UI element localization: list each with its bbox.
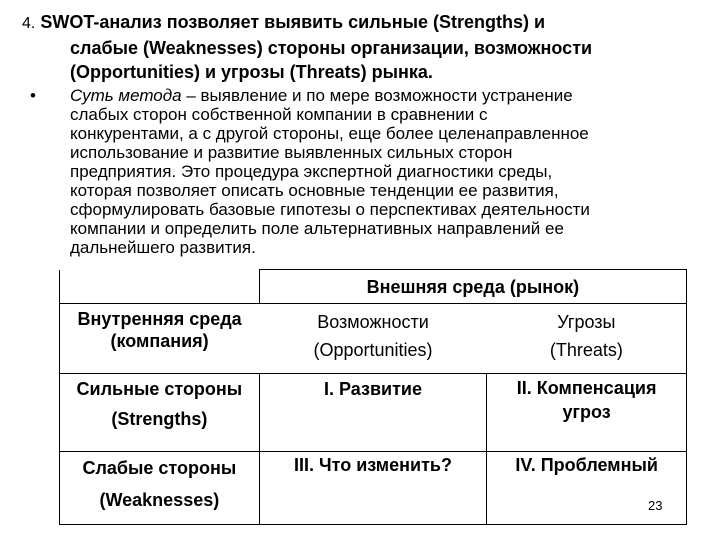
cell-strengths-opportunities: I. Развитие bbox=[259, 374, 487, 452]
cell-weaknesses-opportunities: III. Что изменить? bbox=[259, 452, 487, 525]
threats-label: Угрозы bbox=[557, 312, 616, 332]
opportunities-label: Возможности bbox=[317, 312, 429, 332]
weaknesses-row bbox=[60, 452, 687, 525]
external-environment-header: Внешняя среда (рынок) bbox=[259, 270, 686, 304]
intro-line-1-text: SWOT-анализ позволяет выявить сильные (Strengths) и bbox=[40, 12, 546, 32]
internal-header-line-2: (компания) bbox=[110, 331, 209, 351]
strengths-header bbox=[60, 374, 260, 452]
method-line: слабых сторон собственной компании в сравнении с bbox=[70, 105, 488, 124]
method-line-1 bbox=[22, 86, 702, 105]
threats-header bbox=[487, 304, 687, 374]
opportunities-header bbox=[259, 304, 487, 374]
intro-line-1 bbox=[22, 10, 702, 36]
page-number: 23 bbox=[648, 498, 663, 513]
method-line: предприятия. Это процедура экспертной диагностики среды, bbox=[70, 162, 553, 181]
cell-st-line-1: II. Компенсация bbox=[516, 378, 657, 398]
swot-header-row bbox=[60, 270, 687, 304]
strengths-label: Сильные стороны bbox=[76, 379, 243, 399]
method-lead: Суть метода bbox=[70, 86, 182, 105]
corner-blank bbox=[60, 270, 260, 304]
opportunities-label-en: (Opportunities) bbox=[313, 340, 433, 360]
method-line-1-rest: – выявление и по мере возможности устранение bbox=[181, 86, 573, 105]
intro-line-3: (Opportunities) и угрозы (Threats) рынка. bbox=[70, 62, 433, 82]
cell-weaknesses-threats: IV. Проблемный bbox=[487, 452, 687, 525]
weaknesses-label-en: (Weaknesses) bbox=[99, 490, 220, 510]
strengths-row bbox=[60, 374, 687, 452]
intro-line-2: слабые (Weaknesses) стороны организации, возможности bbox=[70, 38, 593, 58]
swot-intro-paragraph bbox=[22, 10, 702, 84]
weaknesses-label: Слабые стороны bbox=[82, 458, 237, 478]
strengths-label-en: (Strengths) bbox=[111, 409, 208, 429]
cell-strengths-threats bbox=[487, 374, 687, 452]
item-number: 4. bbox=[22, 15, 36, 32]
threats-label-en: (Threats) bbox=[549, 340, 623, 360]
internal-environment-header bbox=[60, 304, 260, 374]
method-line: дальнейшего развития. bbox=[70, 238, 256, 257]
swot-matrix bbox=[59, 269, 687, 525]
swot-subheader-row bbox=[60, 304, 687, 374]
method-line: которая позволяет описать основные тенденции ее развития, bbox=[70, 181, 559, 200]
internal-header-line-1: Внутренняя среда bbox=[77, 309, 242, 329]
weaknesses-header bbox=[60, 452, 260, 525]
method-line: компании и определить поле альтернативных направлений ее bbox=[70, 219, 564, 238]
bullet-marker: • bbox=[30, 86, 36, 105]
method-line: конкурентами, а с другой стороны, еще более целенаправленное bbox=[70, 124, 589, 143]
cell-st-line-2: угроз bbox=[562, 402, 611, 422]
method-line: сформулировать базовые гипотезы о перспективах деятельности bbox=[70, 200, 590, 219]
method-paragraph bbox=[22, 86, 702, 257]
method-line: использование и развитие выявленных сильных сторон bbox=[70, 143, 513, 162]
